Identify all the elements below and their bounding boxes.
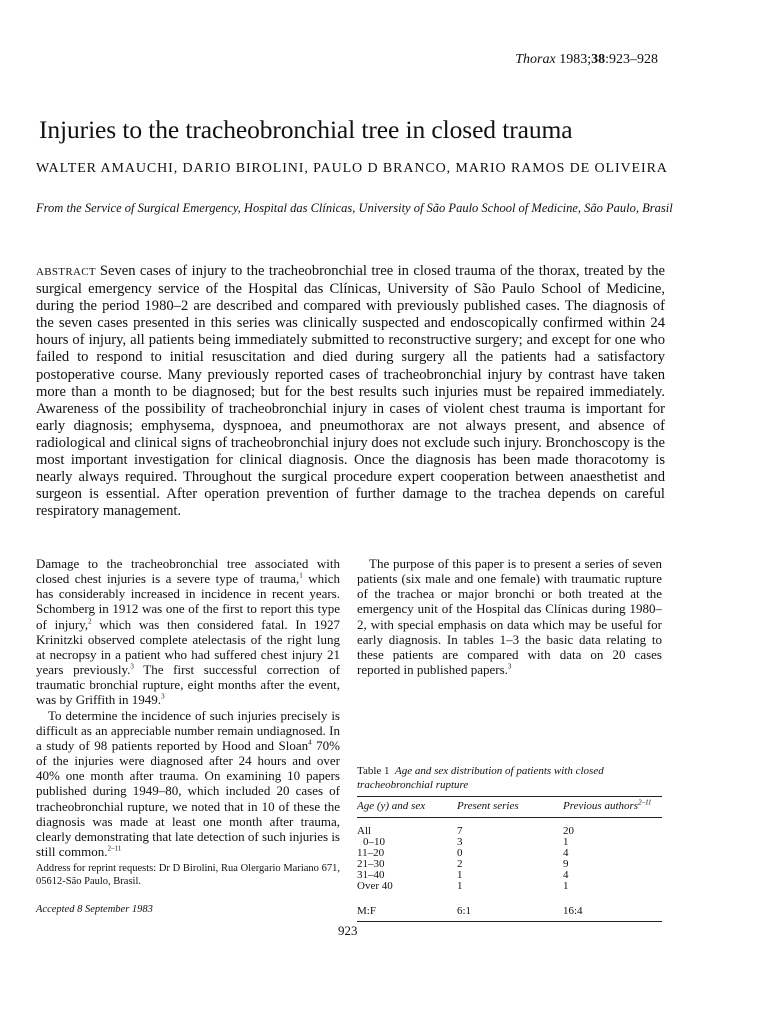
journal-name: Thorax — [515, 52, 556, 67]
table-row-sex-ratio: M:F 6:1 16:4 — [357, 905, 583, 917]
citation-ref: 3 — [161, 693, 165, 702]
table-row: 21–30 2 9 — [357, 858, 569, 870]
affiliation: From the Service of Surgical Emergency, Hospital das Clínicas, University of São Paulo School of Medicine, São Paulo, Brasil — [36, 201, 673, 215]
table-label: Table 1 — [357, 765, 390, 777]
abstract — [36, 263, 665, 520]
table-row: All 7 20 — [357, 825, 574, 837]
table-age-sex — [357, 796, 662, 922]
citation-ref: 2 — [88, 617, 92, 626]
paragraph-purpose: The purpose of this paper is to present a series of seven patients (six male and one female) with traumatic rupture of the trachea or major bronchi or both treated at the emergency unit of the Hospital das Clínicas during 1980–2, with special emphasis on data which may be useful for early diagnosis. In tables 1–3 the basic data relating to these patients are compared with data on 20 cases reported in published papers.$^3$ — [357, 556, 662, 678]
table-caption-text: Age and sex distribution of patients with closed tracheobronchial rupture — [357, 765, 604, 791]
citation-ref: 3 — [507, 662, 512, 671]
citation-ref: 3 — [130, 662, 134, 671]
table-header-cell: Previous authors$^{2-11}$ — [563, 798, 652, 812]
body-column-left — [36, 556, 340, 859]
article-title: Injuries to the tracheobronchial tree in closed trauma — [39, 115, 573, 144]
journal-year: 1983; — [559, 52, 592, 67]
table-header-cell: Age (y) and sex — [357, 800, 426, 812]
journal-pages: :923–928 — [605, 52, 658, 67]
body-column-right — [357, 556, 662, 677]
table-header-cell: Present series — [457, 800, 519, 812]
table-row: 11–20 0 4 — [357, 847, 569, 859]
table-row: Over 40 1 1 — [357, 880, 569, 892]
abstract-label: ABSTRACT — [36, 266, 96, 278]
citation-ref: 4 — [308, 738, 312, 747]
abstract-text: Seven cases of injury to the tracheobronchial tree in closed trauma of the thorax, treated by the surgical emergency service of the Hospital das Clínicas, University of São Paulo School of Medicine, during the period 1980–2 are described and compared with previously published cases. The diagnosis of the seven cases presented in this series was clinically suspected and endoscopically confirmed within 24 hours of injury, all patients being immediately submitted to reconstructive surgery; and except for one who failed to respond to initial resuscitation and died during surgery all the patients had a satisfactory postoperative course. Many previously reported cases of tracheobronchial injury by contrast have taken more than a month to be diagnosed; but for the best results such injuries must be repaired immediately. Awareness of the possibility of tracheobronchial injury in cases of violent chest trauma is important for early diagnosis; emphysema, dyspnoea, and pneumothorax are not always present, and absence of radiological and clinical signs of tracheobronchial injury does not exclude such injury. Bronchoscopy is the most important investigation for clinical diagnosis. Once the diagnosis has been made thoracotomy is nearly always required. Throughout the surgical procedure expert cooperation between anaesthetist and surgeon is essential. After operation prevention of further damage to the trachea depends on careful respiratory management. — [36, 263, 665, 520]
table-row: 31–40 1 4 — [357, 869, 569, 881]
table-header-row — [357, 797, 662, 817]
author-list: WALTER AMAUCHI, DARIO BIROLINI, PAULO D BRANCO, MARIO RAMOS DE OLIVEIRA — [36, 161, 668, 176]
table-row: 0–10 3 1 — [363, 836, 569, 848]
reprint-address: Address for reprint requests: Dr D Birolini, Rua Olergario Mariano 671, 05612-São Paulo, Brasil. — [36, 863, 340, 887]
accepted-date: Accepted 8 September 1983 — [36, 904, 153, 915]
table-caption — [357, 764, 662, 792]
page-number: 923 — [338, 923, 358, 938]
citation-ref: 2–11 — [107, 844, 122, 853]
journal-reference — [515, 52, 658, 68]
paragraph-intro: Damage to the tracheobronchial tree associated with closed chest injuries is a severe type of trauma,$^1$ which has considerably increased in incidence in recent years. Schomberg in 1912 was one of the first to report this type of injury,$^2$ which was then considered fatal. In 1927 Krinitzki observed complete atelectasis of the right lung at necropsy in a patient who had suffered chest injury 21 years previously.$^3$ The first successful correction of traumatic bronchial rupture, eight months after the event, was by Griffith in 1949.$^3$ — [36, 556, 341, 708]
journal-volume: 38 — [591, 52, 606, 67]
paragraph-incidence: To determine the incidence of such injuries precisely is difficult as an appreciable number remain undiagnosed. In a study of 98 patients reported by Hood and Sloan$^4$ 70% of the injuries were diagnosed after 24 hours and over 40% one month after trauma. On examining 10 papers published during 1949–80, which included 20 cases of tracheobronchial rupture, we noted that in 10 of these the diagnosis was made at least one month after trauma, clearly demonstrating that late detection of such injuries is still common.$^{2-11}$ — [36, 707, 340, 859]
citation-ref: 1 — [299, 571, 303, 580]
